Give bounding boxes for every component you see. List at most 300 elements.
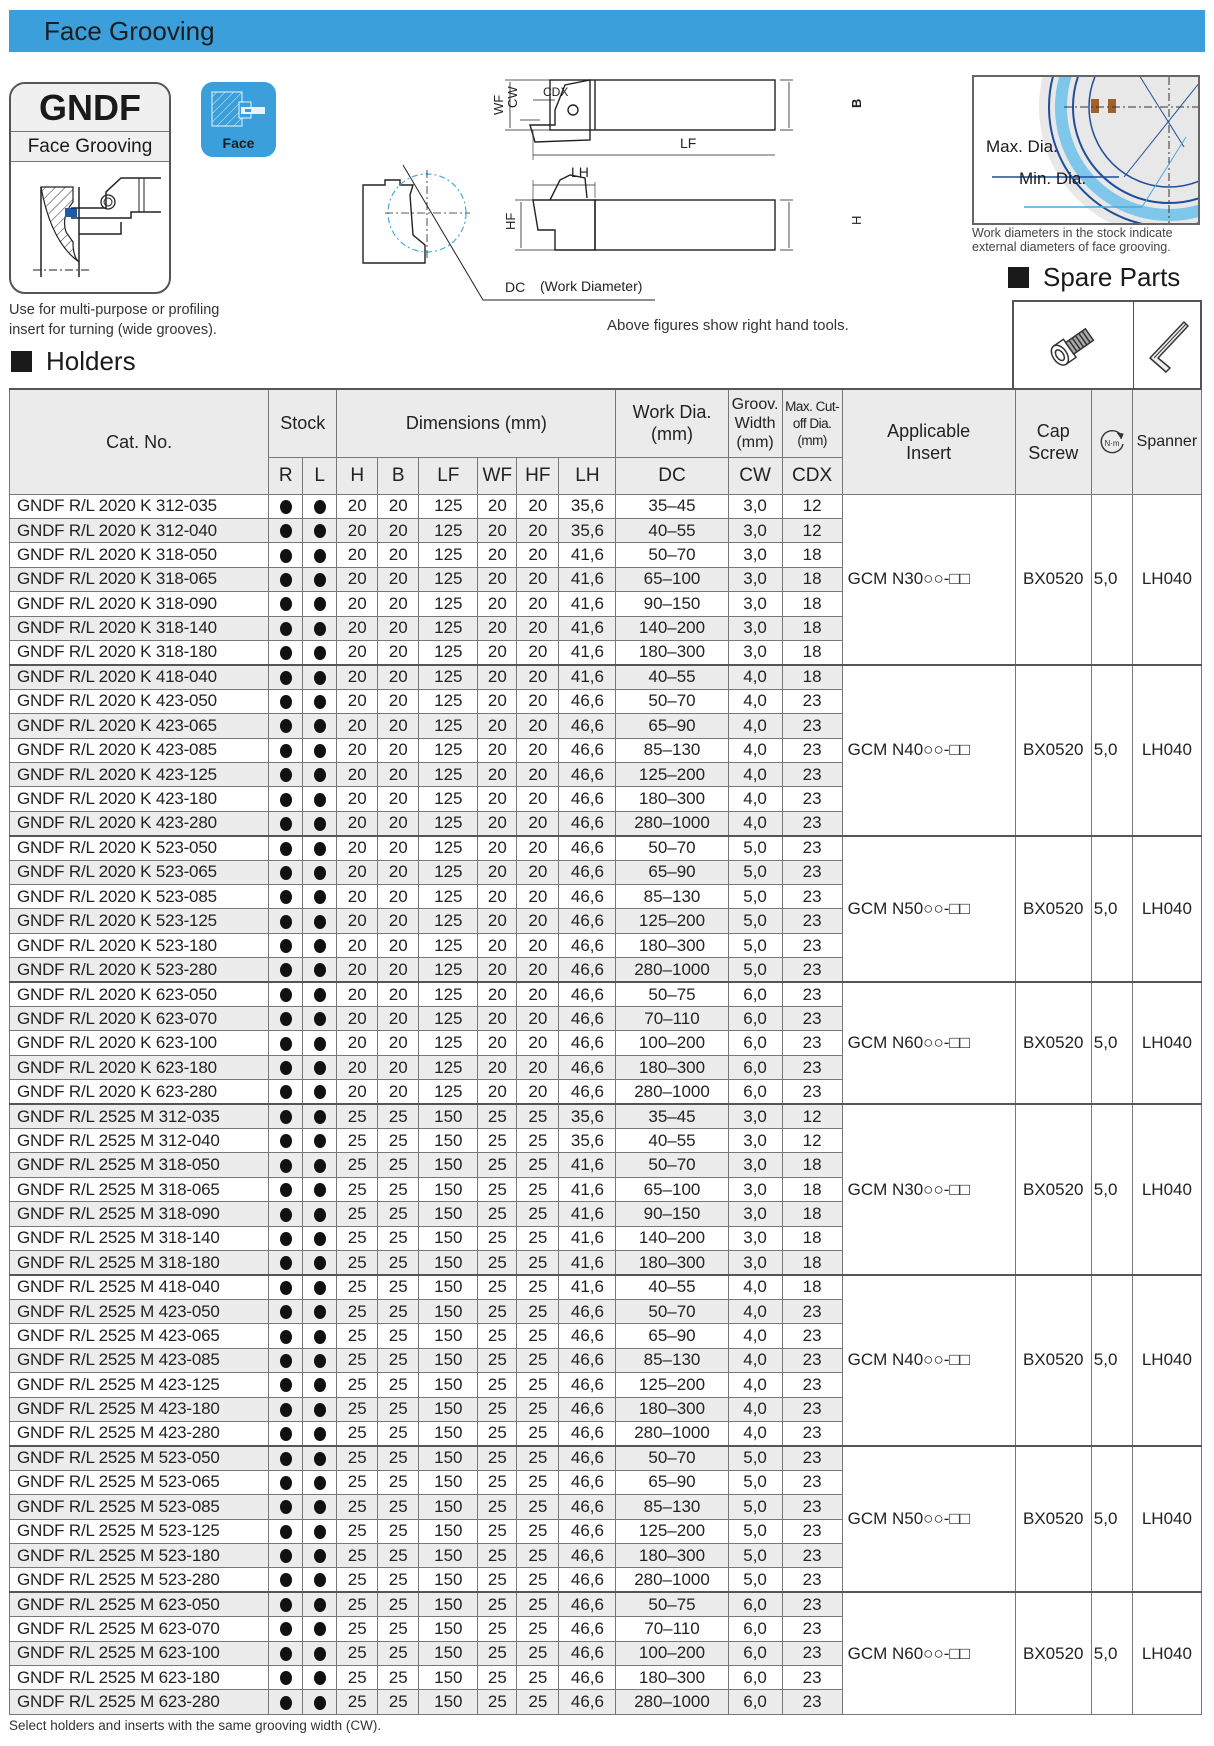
col-applicable-insert bbox=[842, 389, 1015, 494]
cat-no-cell: GNDF R/L 2020 K 318-180 bbox=[10, 640, 269, 664]
hf-cell: 20 bbox=[517, 1031, 559, 1055]
dc-cell: 85–130 bbox=[616, 1495, 728, 1519]
col-dc: DC bbox=[616, 457, 728, 494]
stock-l-cell bbox=[303, 665, 337, 689]
lf-cell: 125 bbox=[419, 1007, 478, 1031]
torque-cell: 5,0 bbox=[1091, 836, 1132, 982]
wf-cell: 20 bbox=[478, 592, 517, 616]
cdx-cell: 18 bbox=[782, 1226, 842, 1250]
cat-no-cell: GNDF R/L 2525 M 523-065 bbox=[10, 1470, 269, 1494]
h-cell: 25 bbox=[337, 1690, 378, 1714]
cw-cell: 3,0 bbox=[728, 1104, 782, 1128]
b-cell: 25 bbox=[378, 1104, 419, 1128]
cdx-cell: 18 bbox=[782, 1202, 842, 1226]
diameter-note bbox=[972, 226, 1173, 254]
cw-cell: 4,0 bbox=[728, 762, 782, 786]
stock-available-dot-icon bbox=[280, 1232, 292, 1246]
col-lh: LH bbox=[559, 457, 616, 494]
h-cell: 20 bbox=[337, 665, 378, 689]
cw-cell: 4,0 bbox=[728, 665, 782, 689]
hf-cell: 20 bbox=[517, 860, 559, 884]
cap-screw-cell: BX0520 bbox=[1015, 1446, 1091, 1592]
table-row bbox=[10, 1275, 1202, 1299]
h-cell: 20 bbox=[337, 1055, 378, 1079]
hf-cell: 20 bbox=[517, 909, 559, 933]
stock-r-cell bbox=[269, 860, 303, 884]
stock-available-dot-icon bbox=[280, 1671, 292, 1685]
hf-cell: 25 bbox=[517, 1641, 559, 1665]
stock-available-dot-icon bbox=[280, 695, 292, 709]
h-cell: 25 bbox=[337, 1129, 378, 1153]
b-cell: 25 bbox=[378, 1592, 419, 1616]
stock-r-cell bbox=[269, 1373, 303, 1397]
product-description bbox=[9, 300, 219, 340]
lf-cell: 125 bbox=[419, 1031, 478, 1055]
stock-available-dot-icon bbox=[280, 1452, 292, 1466]
b-cell: 25 bbox=[378, 1690, 419, 1714]
lh-cell: 46,6 bbox=[559, 909, 616, 933]
h-cell: 20 bbox=[337, 860, 378, 884]
hf-cell: 20 bbox=[517, 1080, 559, 1104]
b-cell: 20 bbox=[378, 592, 419, 616]
cat-no-cell: GNDF R/L 2525 M 623-100 bbox=[10, 1641, 269, 1665]
stock-available-dot-icon bbox=[280, 1012, 292, 1026]
stock-available-dot-icon bbox=[314, 1232, 326, 1246]
stock-l-cell bbox=[303, 982, 337, 1006]
stock-available-dot-icon bbox=[314, 768, 326, 782]
hf-cell: 25 bbox=[517, 1251, 559, 1275]
cw-cell: 5,0 bbox=[728, 1568, 782, 1592]
diameter-note-line-2: external diameters of face grooving. bbox=[972, 240, 1171, 254]
dc-cell: 50–70 bbox=[616, 1446, 728, 1470]
dc-cell: 50–70 bbox=[616, 689, 728, 713]
spare-parts-icons bbox=[1012, 300, 1202, 389]
spare-parts-heading-text: Spare Parts bbox=[1043, 262, 1181, 292]
h-cell: 20 bbox=[337, 518, 378, 542]
wf-cell: 25 bbox=[478, 1397, 517, 1421]
b-cell: 25 bbox=[378, 1495, 419, 1519]
cdx-cell: 23 bbox=[782, 1641, 842, 1665]
dc-cell: 65–90 bbox=[616, 714, 728, 738]
spanner-cell: LH040 bbox=[1132, 494, 1201, 665]
cw-cell: 5,0 bbox=[728, 860, 782, 884]
stock-r-cell bbox=[269, 592, 303, 616]
h-cell: 20 bbox=[337, 885, 378, 909]
spanner-cell: LH040 bbox=[1132, 665, 1201, 836]
cw-cell: 4,0 bbox=[728, 738, 782, 762]
stock-l-cell bbox=[303, 1055, 337, 1079]
stock-r-cell bbox=[269, 787, 303, 811]
dc-cell: 90–150 bbox=[616, 592, 728, 616]
cat-no-cell: GNDF R/L 2020 K 423-180 bbox=[10, 787, 269, 811]
stock-available-dot-icon bbox=[280, 622, 292, 636]
stock-r-cell bbox=[269, 689, 303, 713]
cdx-cell: 23 bbox=[782, 787, 842, 811]
stock-available-dot-icon bbox=[280, 1110, 292, 1124]
stock-r-cell bbox=[269, 1470, 303, 1494]
cdx-cell: 23 bbox=[782, 933, 842, 957]
dc-description: (Work Diameter) bbox=[540, 278, 643, 294]
stock-l-cell bbox=[303, 787, 337, 811]
stock-available-dot-icon bbox=[280, 1208, 292, 1222]
cw-cell: 5,0 bbox=[728, 1519, 782, 1543]
torque-cell: 5,0 bbox=[1091, 1275, 1132, 1446]
cap-label-2: Screw bbox=[1028, 442, 1079, 463]
lh-cell: 46,6 bbox=[559, 787, 616, 811]
lf-cell: 125 bbox=[419, 958, 478, 982]
table-row bbox=[10, 982, 1202, 1006]
dc-cell: 85–130 bbox=[616, 1348, 728, 1372]
insert-label-1: Applicable bbox=[887, 420, 971, 441]
cat-no-cell: GNDF R/L 2525 M 523-085 bbox=[10, 1495, 269, 1519]
hf-cell: 20 bbox=[517, 567, 559, 591]
cw-cell: 3,0 bbox=[728, 1153, 782, 1177]
h-cell: 25 bbox=[337, 1299, 378, 1323]
cat-no-cell: GNDF R/L 2020 K 623-100 bbox=[10, 1031, 269, 1055]
lf-cell: 125 bbox=[419, 811, 478, 835]
b-cell: 25 bbox=[378, 1397, 419, 1421]
dc-cell: 50–75 bbox=[616, 1592, 728, 1616]
stock-l-cell bbox=[303, 1153, 337, 1177]
wf-cell: 25 bbox=[478, 1226, 517, 1250]
col-stock: Stock bbox=[269, 389, 337, 457]
stock-l-cell bbox=[303, 567, 337, 591]
cat-no-cell: GNDF R/L 2525 M 418-040 bbox=[10, 1275, 269, 1299]
cdx-cell: 23 bbox=[782, 1373, 842, 1397]
lh-cell: 46,6 bbox=[559, 1324, 616, 1348]
wf-cell: 20 bbox=[478, 494, 517, 518]
stock-r-cell bbox=[269, 1617, 303, 1641]
h-cell: 25 bbox=[337, 1153, 378, 1177]
dc-cell: 40–55 bbox=[616, 1275, 728, 1299]
h-cell: 20 bbox=[337, 933, 378, 957]
stock-l-cell bbox=[303, 543, 337, 567]
cdx-cell: 23 bbox=[782, 1324, 842, 1348]
square-bullet-icon bbox=[11, 351, 32, 372]
stock-available-dot-icon bbox=[280, 842, 292, 856]
stock-l-cell bbox=[303, 1373, 337, 1397]
lf-cell: 150 bbox=[419, 1373, 478, 1397]
cw-cell: 3,0 bbox=[728, 1177, 782, 1201]
cat-no-cell: GNDF R/L 2020 K 318-090 bbox=[10, 592, 269, 616]
dc-cell: 50–70 bbox=[616, 543, 728, 567]
hf-cell: 20 bbox=[517, 787, 559, 811]
h-cell: 20 bbox=[337, 592, 378, 616]
cat-no-cell: GNDF R/L 2020 K 312-040 bbox=[10, 518, 269, 542]
spanner-cell: LH040 bbox=[1132, 1275, 1201, 1446]
hf-cell: 25 bbox=[517, 1446, 559, 1470]
hf-cell: 20 bbox=[517, 1055, 559, 1079]
stock-l-cell bbox=[303, 1446, 337, 1470]
stock-available-dot-icon bbox=[280, 1305, 292, 1319]
b-cell: 20 bbox=[378, 885, 419, 909]
lf-cell: 125 bbox=[419, 860, 478, 884]
stock-r-cell bbox=[269, 738, 303, 762]
b-cell: 20 bbox=[378, 567, 419, 591]
diameter-note-line-1: Work diameters in the stock indicate bbox=[972, 226, 1173, 240]
stock-available-dot-icon bbox=[314, 939, 326, 953]
h-cell: 20 bbox=[337, 689, 378, 713]
stock-available-dot-icon bbox=[280, 768, 292, 782]
cdx-cell: 18 bbox=[782, 543, 842, 567]
stock-available-dot-icon bbox=[280, 915, 292, 929]
stock-available-dot-icon bbox=[314, 744, 326, 758]
h-cell: 20 bbox=[337, 1080, 378, 1104]
hf-cell: 20 bbox=[517, 640, 559, 664]
hf-cell: 25 bbox=[517, 1470, 559, 1494]
cw-cell: 5,0 bbox=[728, 1543, 782, 1567]
lf-cell: 125 bbox=[419, 909, 478, 933]
cat-no-cell: GNDF R/L 2020 K 423-050 bbox=[10, 689, 269, 713]
cdx-cell: 23 bbox=[782, 1397, 842, 1421]
hex-key-spanner-icon bbox=[1142, 316, 1192, 376]
maxcut-unit: (mm) bbox=[797, 432, 827, 448]
stock-available-dot-icon bbox=[280, 1061, 292, 1075]
cdx-cell: 18 bbox=[782, 665, 842, 689]
cw-cell: 3,0 bbox=[728, 543, 782, 567]
applicable-insert-cell: GCM N50○○-□□ bbox=[842, 836, 1015, 982]
stock-available-dot-icon bbox=[280, 793, 292, 807]
wf-cell: 25 bbox=[478, 1543, 517, 1567]
col-lf: LF bbox=[419, 457, 478, 494]
dc-cell: 280–1000 bbox=[616, 1690, 728, 1714]
cw-label: CW bbox=[505, 86, 520, 108]
lf-cell: 125 bbox=[419, 592, 478, 616]
cw-cell: 4,0 bbox=[728, 1397, 782, 1421]
h-cell: 25 bbox=[337, 1446, 378, 1470]
wf-cell: 25 bbox=[478, 1348, 517, 1372]
lh-cell: 35,6 bbox=[559, 1129, 616, 1153]
b-cell: 20 bbox=[378, 860, 419, 884]
lf-cell: 125 bbox=[419, 738, 478, 762]
stock-l-cell bbox=[303, 836, 337, 860]
lf-cell: 125 bbox=[419, 567, 478, 591]
hf-cell: 25 bbox=[517, 1495, 559, 1519]
b-cell: 25 bbox=[378, 1226, 419, 1250]
stock-available-dot-icon bbox=[314, 597, 326, 611]
lh-cell: 46,6 bbox=[559, 1299, 616, 1323]
wf-cell: 20 bbox=[478, 909, 517, 933]
dc-cell: 35–45 bbox=[616, 494, 728, 518]
face-grooving-illustration-icon bbox=[11, 162, 169, 292]
hf-cell: 25 bbox=[517, 1177, 559, 1201]
stock-available-dot-icon bbox=[314, 1500, 326, 1514]
stock-r-cell bbox=[269, 811, 303, 835]
cat-no-cell: GNDF R/L 2525 M 423-180 bbox=[10, 1397, 269, 1421]
cdx-cell: 23 bbox=[782, 1495, 842, 1519]
wf-cell: 20 bbox=[478, 616, 517, 640]
lh-cell: 41,6 bbox=[559, 1177, 616, 1201]
stock-r-cell bbox=[269, 1080, 303, 1104]
lh-cell: 46,6 bbox=[559, 1568, 616, 1592]
stock-l-cell bbox=[303, 1226, 337, 1250]
stock-available-dot-icon bbox=[314, 549, 326, 563]
stock-available-dot-icon bbox=[314, 1012, 326, 1026]
lh-cell: 46,6 bbox=[559, 1543, 616, 1567]
table-row bbox=[10, 1104, 1202, 1128]
stock-available-dot-icon bbox=[314, 1061, 326, 1075]
diameter-figure bbox=[972, 75, 1200, 225]
stock-available-dot-icon bbox=[314, 915, 326, 929]
cdx-label: CDX bbox=[543, 85, 569, 99]
wf-cell: 25 bbox=[478, 1153, 517, 1177]
cw-cell: 6,0 bbox=[728, 1080, 782, 1104]
b-cell: 20 bbox=[378, 1031, 419, 1055]
stock-available-dot-icon bbox=[280, 1354, 292, 1368]
stock-available-dot-icon bbox=[314, 622, 326, 636]
h-cell: 20 bbox=[337, 811, 378, 835]
dc-cell: 70–110 bbox=[616, 1617, 728, 1641]
hf-cell: 20 bbox=[517, 518, 559, 542]
spanner-icon-cell bbox=[1134, 302, 1200, 389]
wf-cell: 25 bbox=[478, 1373, 517, 1397]
h-cell: 25 bbox=[337, 1641, 378, 1665]
lh-cell: 46,6 bbox=[559, 1470, 616, 1494]
cdx-cell: 23 bbox=[782, 860, 842, 884]
h-cell: 25 bbox=[337, 1495, 378, 1519]
wf-cell: 20 bbox=[478, 1007, 517, 1031]
stock-available-dot-icon bbox=[314, 1525, 326, 1539]
stock-available-dot-icon bbox=[314, 1378, 326, 1392]
stock-available-dot-icon bbox=[280, 1256, 292, 1270]
table-row bbox=[10, 836, 1202, 860]
stock-r-cell bbox=[269, 1324, 303, 1348]
lf-cell: 125 bbox=[419, 885, 478, 909]
stock-r-cell bbox=[269, 1397, 303, 1421]
lf-cell: 150 bbox=[419, 1129, 478, 1153]
stock-r-cell bbox=[269, 640, 303, 664]
b-cell: 25 bbox=[378, 1519, 419, 1543]
cap-screw-cell: BX0520 bbox=[1015, 1275, 1091, 1446]
stock-available-dot-icon bbox=[314, 1696, 326, 1710]
stock-l-cell bbox=[303, 1251, 337, 1275]
lh-cell: 46,6 bbox=[559, 738, 616, 762]
lf-cell: 125 bbox=[419, 1080, 478, 1104]
hf-cell: 20 bbox=[517, 616, 559, 640]
dc-cell: 40–55 bbox=[616, 1129, 728, 1153]
stock-available-dot-icon bbox=[314, 988, 326, 1002]
h-cell: 20 bbox=[337, 1007, 378, 1031]
cdx-cell: 23 bbox=[782, 982, 842, 1006]
hf-cell: 25 bbox=[517, 1275, 559, 1299]
stock-r-cell bbox=[269, 1251, 303, 1275]
stock-available-dot-icon bbox=[314, 817, 326, 831]
b-cell: 20 bbox=[378, 738, 419, 762]
stock-available-dot-icon bbox=[280, 1427, 292, 1441]
dc-cell: 65–90 bbox=[616, 1470, 728, 1494]
b-cell: 20 bbox=[378, 518, 419, 542]
stock-available-dot-icon bbox=[314, 671, 326, 685]
stock-r-cell bbox=[269, 1299, 303, 1323]
dc-cell: 50–70 bbox=[616, 836, 728, 860]
b-cell: 20 bbox=[378, 982, 419, 1006]
min-dia-label: Min. Dia. bbox=[1019, 169, 1087, 188]
lf-cell: 150 bbox=[419, 1202, 478, 1226]
stock-r-cell bbox=[269, 1129, 303, 1153]
hf-cell: 20 bbox=[517, 592, 559, 616]
lh-cell: 46,6 bbox=[559, 1592, 616, 1616]
stock-available-dot-icon bbox=[280, 573, 292, 587]
col-groove-width bbox=[728, 389, 782, 457]
cdx-cell: 23 bbox=[782, 714, 842, 738]
product-subtitle: Face Grooving bbox=[11, 132, 169, 162]
stock-l-cell bbox=[303, 1177, 337, 1201]
hf-cell: 25 bbox=[517, 1666, 559, 1690]
col-cdx: CDX bbox=[782, 457, 842, 494]
cat-no-cell: GNDF R/L 2525 M 523-125 bbox=[10, 1519, 269, 1543]
stock-r-cell bbox=[269, 543, 303, 567]
cdx-cell: 18 bbox=[782, 1177, 842, 1201]
stock-available-dot-icon bbox=[280, 500, 292, 514]
stock-r-cell bbox=[269, 909, 303, 933]
lf-cell: 125 bbox=[419, 714, 478, 738]
stock-available-dot-icon bbox=[314, 793, 326, 807]
stock-available-dot-icon bbox=[280, 890, 292, 904]
stock-available-dot-icon bbox=[314, 1598, 326, 1612]
b-cell: 25 bbox=[378, 1641, 419, 1665]
lh-cell: 35,6 bbox=[559, 518, 616, 542]
wf-cell: 20 bbox=[478, 762, 517, 786]
stock-l-cell bbox=[303, 1470, 337, 1494]
stock-r-cell bbox=[269, 836, 303, 860]
cw-cell: 4,0 bbox=[728, 1373, 782, 1397]
lf-cell: 150 bbox=[419, 1397, 478, 1421]
lh-cell: 46,6 bbox=[559, 762, 616, 786]
stock-r-cell bbox=[269, 1055, 303, 1079]
wf-cell: 20 bbox=[478, 567, 517, 591]
dc-cell: 180–300 bbox=[616, 933, 728, 957]
wf-cell: 20 bbox=[478, 518, 517, 542]
hf-cell: 25 bbox=[517, 1129, 559, 1153]
cat-no-cell: GNDF R/L 2020 K 423-065 bbox=[10, 714, 269, 738]
hf-cell: 20 bbox=[517, 543, 559, 567]
h-cell: 20 bbox=[337, 567, 378, 591]
cat-no-cell: GNDF R/L 2525 M 318-065 bbox=[10, 1177, 269, 1201]
lf-cell: 125 bbox=[419, 982, 478, 1006]
lh-cell: 46,6 bbox=[559, 1446, 616, 1470]
stock-available-dot-icon bbox=[280, 597, 292, 611]
stock-r-cell bbox=[269, 1177, 303, 1201]
cat-no-cell: GNDF R/L 2525 M 423-085 bbox=[10, 1348, 269, 1372]
cdx-cell: 23 bbox=[782, 1690, 842, 1714]
cw-cell: 3,0 bbox=[728, 1226, 782, 1250]
stock-l-cell bbox=[303, 616, 337, 640]
lf-cell: 150 bbox=[419, 1690, 478, 1714]
stock-available-dot-icon bbox=[280, 817, 292, 831]
cat-no-cell: GNDF R/L 2525 M 318-090 bbox=[10, 1202, 269, 1226]
lh-cell: 41,6 bbox=[559, 665, 616, 689]
wf-cell: 20 bbox=[478, 933, 517, 957]
stock-r-cell bbox=[269, 1666, 303, 1690]
lf-cell: 125 bbox=[419, 933, 478, 957]
lf-cell: 150 bbox=[419, 1495, 478, 1519]
col-cat-no: Cat. No. bbox=[10, 389, 269, 494]
applicable-insert-cell: GCM N30○○-□□ bbox=[842, 494, 1015, 665]
hf-cell: 25 bbox=[517, 1617, 559, 1641]
stock-r-cell bbox=[269, 1031, 303, 1055]
wf-label: WF bbox=[491, 94, 506, 115]
stock-r-cell bbox=[269, 518, 303, 542]
torque-nm-icon bbox=[1097, 427, 1127, 457]
lh-cell: 46,6 bbox=[559, 1373, 616, 1397]
dc-cell: 180–300 bbox=[616, 787, 728, 811]
cdx-cell: 23 bbox=[782, 1421, 842, 1445]
spanner-cell: LH040 bbox=[1132, 836, 1201, 982]
stock-available-dot-icon bbox=[280, 1037, 292, 1051]
stock-l-cell bbox=[303, 1641, 337, 1665]
dc-label: DC bbox=[505, 279, 526, 295]
col-cap-screw bbox=[1015, 389, 1091, 494]
